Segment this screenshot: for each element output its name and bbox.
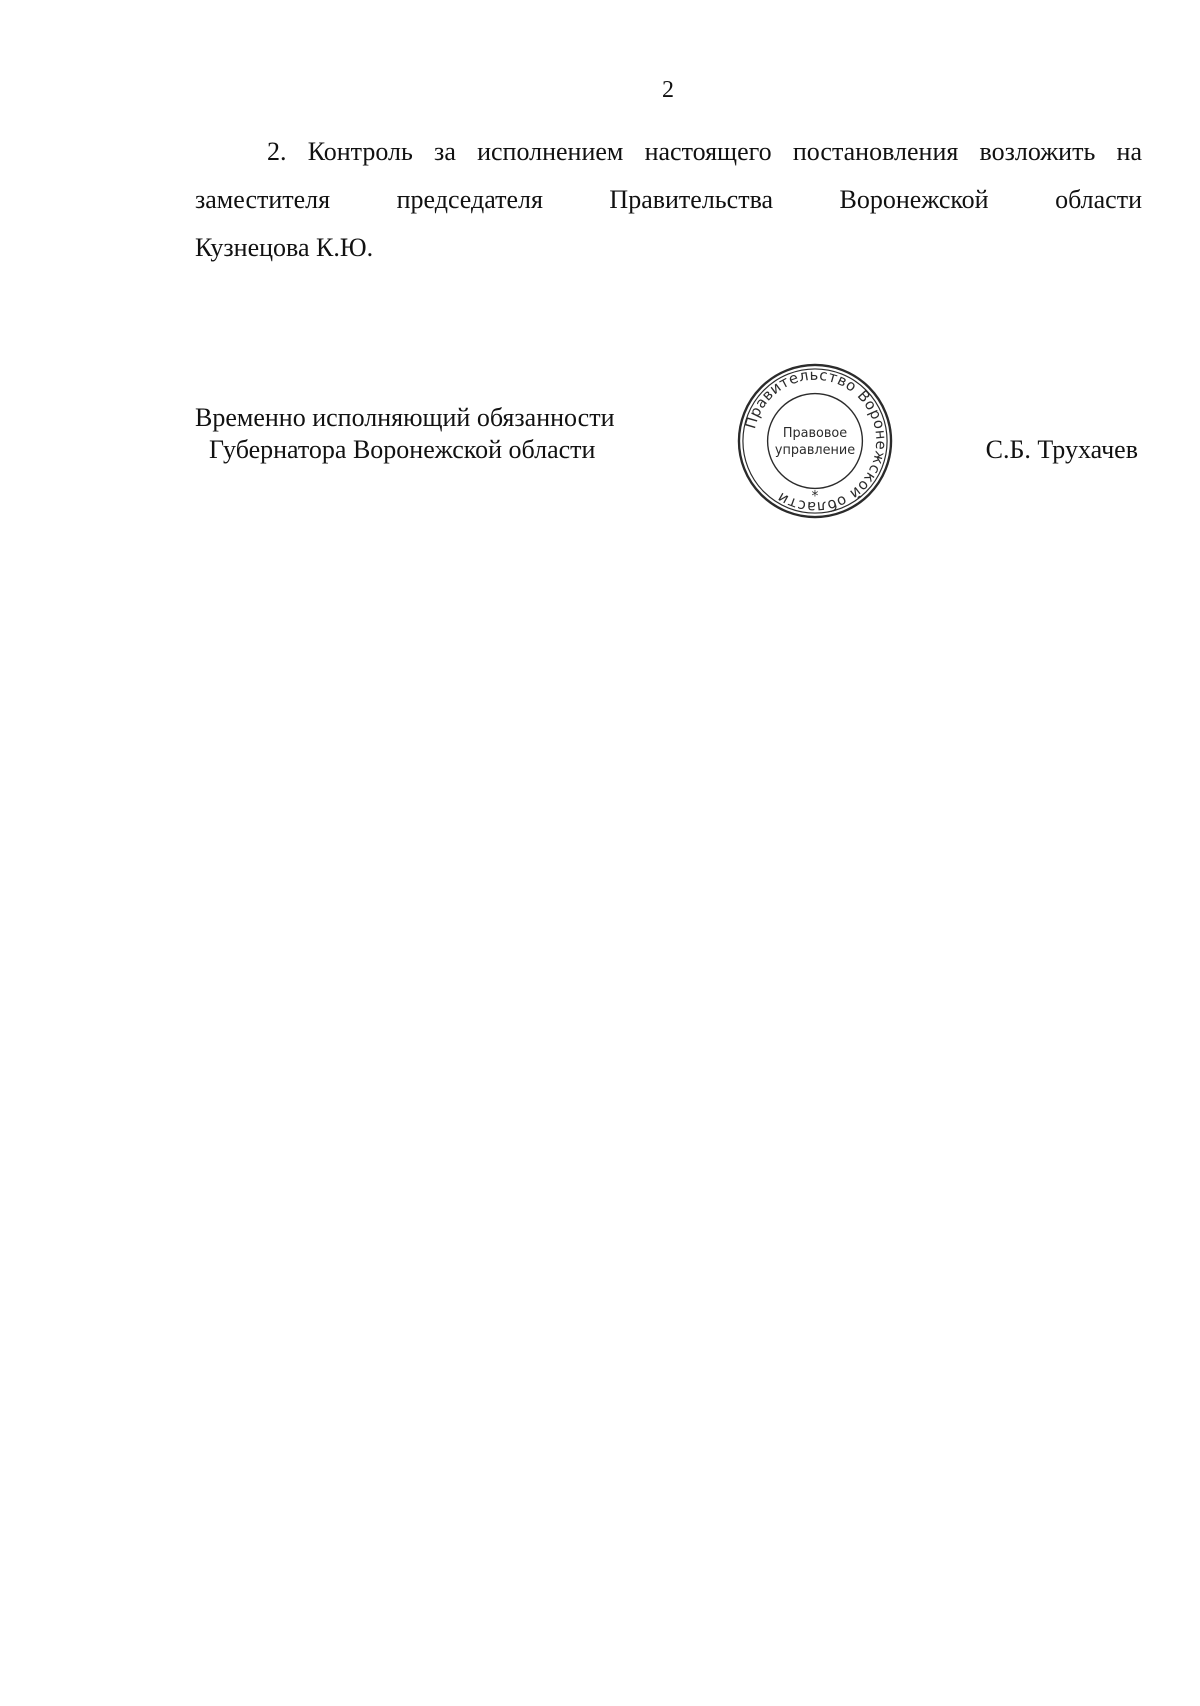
control-paragraph	[195, 128, 1142, 272]
signatory-position	[195, 402, 615, 466]
position-line: Временно исполняющий обязанности	[195, 403, 615, 432]
paragraph-line: заместителя председателя Правительства Воронежской области	[195, 185, 1142, 214]
paragraph-line: 2. Контроль за исполнением настоящего постановления возложить на	[267, 137, 1142, 166]
position-line: Губернатора Воронежской области	[209, 435, 596, 464]
paragraph-line: Кузнецова К.Ю.	[195, 233, 374, 262]
seal-center-line: Правовое	[782, 426, 848, 442]
official-seal	[736, 362, 894, 520]
page-number: 2	[662, 77, 674, 103]
seal-center-line: управление	[774, 442, 856, 458]
signer-name: С.Б. Трухачев	[985, 435, 1138, 464]
seal-outer-text: Правительство Воронежской области	[742, 366, 890, 516]
seal-star: *	[811, 488, 819, 505]
